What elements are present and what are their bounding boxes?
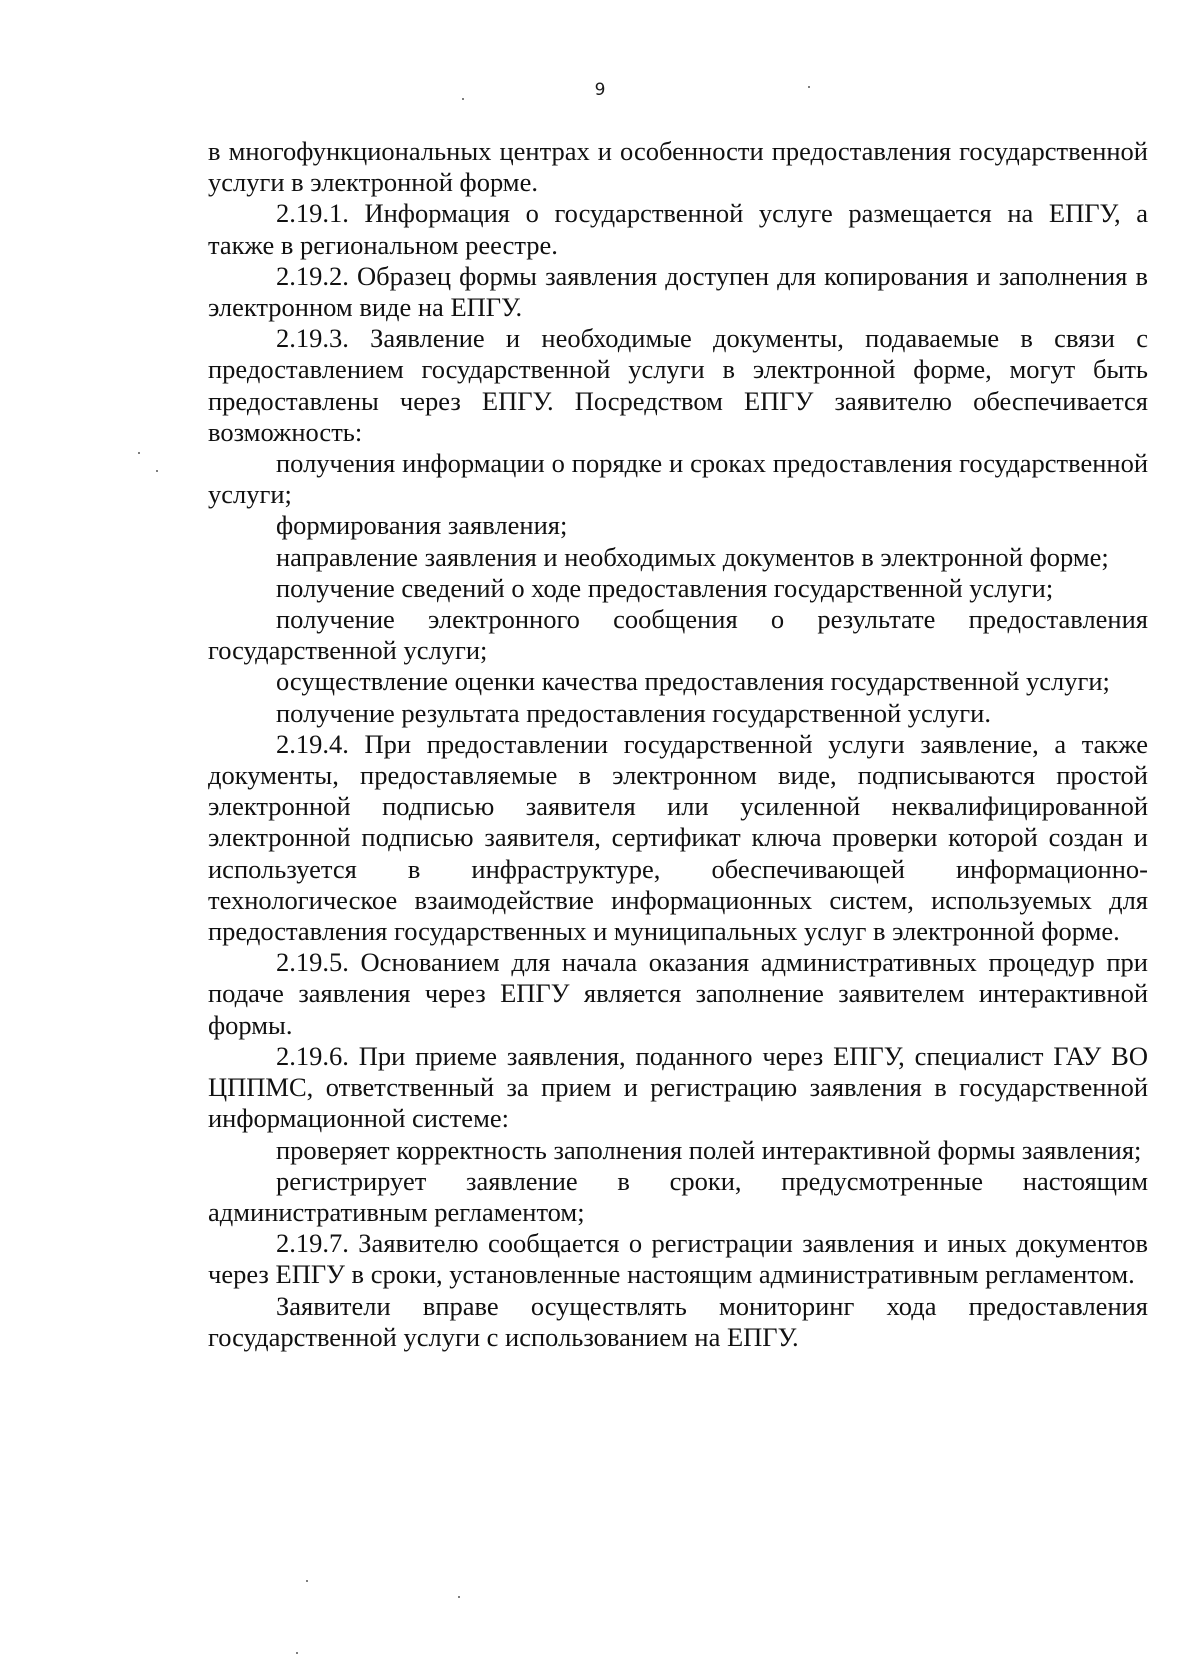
paragraph-2-19-6: 2.19.6. При приеме заявления, поданного через ЕПГУ, специалист ГАУ ВО ЦППМС, ответственный за прием и регистрацию заявления в государственной информационной системе: xyxy=(208,1040,1148,1134)
list-item-info: получения информации о порядке и сроках предоставления государственной услуги; xyxy=(208,448,1148,510)
list-item-register: регистрирует заявление в сроки, предусмотренные настоящим административным регламентом; xyxy=(208,1165,1148,1227)
document-body xyxy=(208,136,1148,1353)
paragraph-2-19-7: 2.19.7. Заявителю сообщается о регистрации заявления и иных документов через ЕПГУ в сроки, установленные настоящим административным регламентом. xyxy=(208,1228,1148,1290)
paragraph-2-19-3: 2.19.3. Заявление и необходимые документы, подаваемые в связи с предоставлением государственной услуги в электронной форме, могут быть предоставлены через ЕПГУ. Посредством ЕПГУ заявителю обеспечивается возможность: xyxy=(208,323,1148,447)
scan-speck xyxy=(462,98,464,100)
list-item-submit: направление заявления и необходимых документов в электронной форме; xyxy=(276,541,1109,572)
list-item-progress: получение сведений о ходе предоставления государственной услуги; xyxy=(276,572,1054,603)
paragraph-2-19-2: 2.19.2. Образец формы заявления доступен для копирования и заполнения в электронном виде на ЕПГУ. xyxy=(208,260,1148,323)
scan-speck xyxy=(138,452,140,454)
list-item-message: получение электронного сообщения о результате предоставления государственной услуги; xyxy=(208,604,1148,666)
list-item-form: формирования заявления; xyxy=(276,510,568,541)
scan-speck xyxy=(296,1652,298,1654)
scan-speck xyxy=(156,470,158,472)
scan-speck xyxy=(458,1596,460,1598)
paragraph-2-19-5: 2.19.5. Основанием для начала оказания административных процедур при подаче заявления через ЕПГУ является заполнение заявителем интерактивной формы. xyxy=(208,947,1148,1040)
list-item-check: проверяет корректность заполнения полей интерактивной формы заявления; xyxy=(276,1134,1142,1165)
list-item-quality: осуществление оценки качества предоставления государственной услуги; xyxy=(276,666,1110,697)
paragraph-intro-continuation: в многофункциональных центрах и особенности предоставления государственной услуги в электронной форме. xyxy=(208,136,1148,198)
paragraph-monitoring: Заявители вправе осуществлять мониторинг хода предоставления государственной услуги с использованием на ЕПГУ. xyxy=(208,1290,1148,1352)
scan-speck xyxy=(808,86,810,88)
paragraph-2-19-1: 2.19.1. Информация о государственной услуге размещается на ЕПГУ, а также в региональном реестре. xyxy=(208,198,1148,260)
page-number: 9 xyxy=(594,80,606,100)
list-item-result: получение результата предоставления государственной услуги. xyxy=(276,697,991,728)
paragraph-2-19-4: 2.19.4. При предоставлении государственной услуги заявление, а также документы, предоставляемые в электронном виде, подписываются простой электронной подписью заявителя или усиленной неквалифицированной электронной подписью заявителя, сертификат ключа проверки которой создан и используется в инфраструктуре, обеспечивающей информационно-технологическое взаимодействие информационных систем, используемых для предоставления государственных и муниципальных услуг в электронной форме. xyxy=(208,728,1148,947)
scan-speck xyxy=(306,1580,308,1582)
